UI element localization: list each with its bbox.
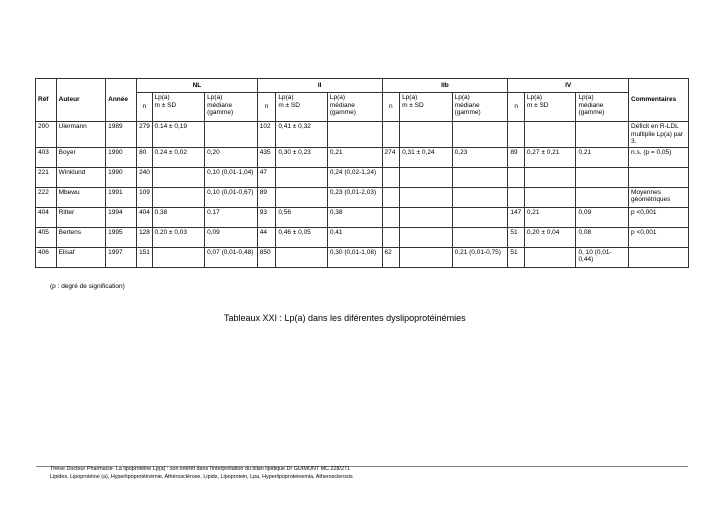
table-row (36, 247, 689, 267)
cell-iib-med (452, 187, 508, 207)
table-caption: Tableaux XXI : Lp(a) dans les diférentes dyslipoprotéinémies (224, 313, 466, 323)
subhead-iv-median: Lp(a) médiane (gamme) (576, 93, 629, 122)
subhead-iv-n: n (508, 93, 525, 122)
subhead-ii-mean: Lp(a) m ± SD (276, 93, 328, 122)
header-row-groups (36, 79, 689, 93)
group-ii: II (257, 79, 382, 93)
table-row (36, 227, 689, 247)
cell-iib-med (452, 227, 508, 247)
subhead-ii-n: n (257, 93, 276, 122)
cell-ii-med: 0,23 (0,01-2,03) (327, 187, 382, 207)
cell-nl-mean (152, 247, 205, 267)
cell-nl-med: 0,07 (0,01-0,48) (205, 247, 258, 267)
significance-note: (p : degré de signification) (50, 283, 125, 290)
cell-ii-n: 850 (257, 247, 276, 267)
cell-ii-mean: 0,46 ± 0,05 (276, 227, 328, 247)
cell-ref: 406 (36, 247, 57, 267)
table-body (36, 122, 689, 268)
cell-ii-n: 102 (257, 122, 276, 148)
cell-iv-n: 51 (508, 227, 525, 247)
footer-keywords: Lipides, Lipoprotéine (a), Hyperlipoprotéinémie, Athérosclérose, Lipids, Lipoprotein, Lpa, Hyperlipoproteinemia, Atherosclerosis (50, 474, 353, 480)
cell-nl-med: 0.17 (205, 207, 258, 227)
cell-nl-mean (152, 187, 205, 207)
cell-iib-mean (400, 227, 453, 247)
cell-iib-n (382, 187, 400, 207)
cell-ii-med: 0,30 (0,01-1,08) (327, 247, 382, 267)
cell-year: 1995 (106, 227, 137, 247)
page-footer (50, 465, 353, 481)
cell-iv-mean: 0,20 ± 0,04 (524, 227, 576, 247)
group-iv: IV (508, 79, 629, 93)
cell-ii-med: 0,24 (0,02-1,24) (327, 167, 382, 187)
cell-iv-n: 89 (508, 147, 525, 167)
subhead-iib-mean: Lp(a) m ± SD (400, 93, 453, 122)
cell-author: Winklund (56, 167, 106, 187)
subhead-iib-median: Lp(a) médiane (gamme) (452, 93, 508, 122)
cell-ii-med: 0,38 (327, 207, 382, 227)
cell-year: 1991 (106, 187, 137, 207)
cell-author: Ritter (56, 207, 106, 227)
cell-nl-mean: 0.24 ± 0,02 (152, 147, 205, 167)
cell-iib-mean (400, 207, 453, 227)
cell-iib-n: 274 (382, 147, 400, 167)
cell-ii-n: 435 (257, 147, 276, 167)
cell-ii-n: 93 (257, 207, 276, 227)
cell-iib-med (452, 207, 508, 227)
cell-iv-mean (524, 167, 576, 187)
cell-nl-med: 0,20 (205, 147, 258, 167)
footer-citation: Thèse Docteur Pharmacie- La lipoprotéine Lp(a) : son intérêt dans l'interprétation du bilan lipidique Dr GUIMONT MC 228/271 (50, 466, 350, 472)
cell-iib-n: 62 (382, 247, 400, 267)
cell-year: 1994 (106, 207, 137, 227)
cell-iv-med (576, 187, 629, 207)
cell-iib-med: 0,23 (452, 147, 508, 167)
cell-iib-mean (400, 122, 453, 148)
cell-iv-mean (524, 122, 576, 148)
cell-iib-n (382, 167, 400, 187)
cell-ii-mean: 0,56 (276, 207, 328, 227)
cell-ii-med: 0,41 (327, 227, 382, 247)
cell-nl-med: 0,09 (205, 227, 258, 247)
cell-comment: p <0,001 (629, 227, 689, 247)
cell-iv-n: 147 (508, 207, 525, 227)
subhead-nl-mean: Lp(a) m ± SD (152, 93, 205, 122)
cell-iv-mean (524, 247, 576, 267)
cell-nl-mean: 0.14 ± 0,19 (152, 122, 205, 148)
cell-comment: n.s. (p = 0,05) (629, 147, 689, 167)
cell-nl-mean: 0.38 (152, 207, 205, 227)
cell-iv-med (576, 122, 629, 148)
group-iib: IIb (382, 79, 508, 93)
group-nl: NL (137, 79, 258, 93)
cell-year: 1990 (106, 147, 137, 167)
cell-ref: 405 (36, 227, 57, 247)
cell-iib-n (382, 207, 400, 227)
subhead-iv-mean: Lp(a) m ± SD (524, 93, 576, 122)
cell-iv-mean (524, 187, 576, 207)
cell-iv-n (508, 167, 525, 187)
cell-ii-n: 44 (257, 227, 276, 247)
subhead-nl-median: Lp(a) médiane (gamme) (205, 93, 258, 122)
cell-year: 1989 (106, 122, 137, 148)
cell-iv-med (576, 167, 629, 187)
cell-author: Mbewu (56, 187, 106, 207)
cell-iib-med: 0,21 (0,01-0,75) (452, 247, 508, 267)
cell-author: Bertens (56, 227, 106, 247)
cell-year: 1997 (106, 247, 137, 267)
cell-ref: 404 (36, 207, 57, 227)
cell-ref: 200 (36, 122, 57, 148)
cell-comment (629, 167, 689, 187)
cell-author: Ulermann (56, 122, 106, 148)
cell-nl-n: 240 (137, 167, 152, 187)
cell-iib-mean (400, 247, 453, 267)
cell-iib-mean (400, 167, 453, 187)
cell-nl-n: 279 (137, 122, 152, 148)
cell-ref: 221 (36, 167, 57, 187)
cell-nl-med (205, 122, 258, 148)
col-comments: Commentaires (629, 79, 689, 122)
cell-iib-n (382, 122, 400, 148)
lpa-table (35, 78, 689, 268)
table-row (36, 207, 689, 227)
cell-ii-mean: 0,30 ± 0,23 (276, 147, 328, 167)
cell-nl-n: 404 (137, 207, 152, 227)
cell-iv-med: 0,21 (576, 147, 629, 167)
cell-nl-n: 151 (137, 247, 152, 267)
cell-iib-mean (400, 187, 453, 207)
cell-ref: 222 (36, 187, 57, 207)
subhead-ii-median: Lp(a) médiane (gamme) (327, 93, 382, 122)
cell-iv-n (508, 122, 525, 148)
cell-author: Elisaf (56, 247, 106, 267)
cell-ii-n: 89 (257, 187, 276, 207)
cell-ii-mean (276, 167, 328, 187)
cell-nl-mean: 0.20 ± 0,03 (152, 227, 205, 247)
cell-comment: p <0,001 (629, 207, 689, 227)
cell-iv-mean: 0,21 (524, 207, 576, 227)
cell-comment: Déficit en R-LDL multiplie Lp(a) par 3. (629, 122, 689, 148)
cell-iib-mean: 0,31 ± 0,24 (400, 147, 453, 167)
col-author: Auteur (56, 79, 106, 122)
subhead-iib-n: n (382, 93, 400, 122)
col-year: Année (106, 79, 137, 122)
table-row (36, 187, 689, 207)
cell-nl-n: 109 (137, 187, 152, 207)
cell-comment (629, 247, 689, 267)
cell-ii-mean (276, 187, 328, 207)
cell-iib-n (382, 227, 400, 247)
subhead-nl-n: n (137, 93, 152, 122)
cell-ref: 403 (36, 147, 57, 167)
col-ref: Réf (36, 79, 57, 122)
cell-iv-mean: 0,27 ± 0,21 (524, 147, 576, 167)
cell-ii-med (327, 122, 382, 148)
cell-ii-mean (276, 247, 328, 267)
cell-iv-med: 0,08 (576, 227, 629, 247)
cell-year: 1990 (106, 167, 137, 187)
cell-author: Boyer (56, 147, 106, 167)
cell-comment: Moyennes géométriques (629, 187, 689, 207)
cell-iv-med: 0,09 (576, 207, 629, 227)
cell-nl-med: 0,10 (0,01-1,04) (205, 167, 258, 187)
cell-nl-med: 0,10 (0,01-0,67) (205, 187, 258, 207)
cell-nl-n: 80 (137, 147, 152, 167)
cell-nl-mean (152, 167, 205, 187)
cell-nl-n: 128 (137, 227, 152, 247)
cell-iib-med (452, 167, 508, 187)
cell-ii-n: 47 (257, 167, 276, 187)
cell-ii-mean: 0,41 ± 0,32 (276, 122, 328, 148)
cell-iv-n (508, 187, 525, 207)
table-row (36, 122, 689, 148)
cell-iv-n: 51 (508, 247, 525, 267)
table-row (36, 147, 689, 167)
cell-iv-med: 0, 10 (0,01-0,44) (576, 247, 629, 267)
cell-ii-med: 0,21 (327, 147, 382, 167)
cell-iib-med (452, 122, 508, 148)
table-row (36, 167, 689, 187)
